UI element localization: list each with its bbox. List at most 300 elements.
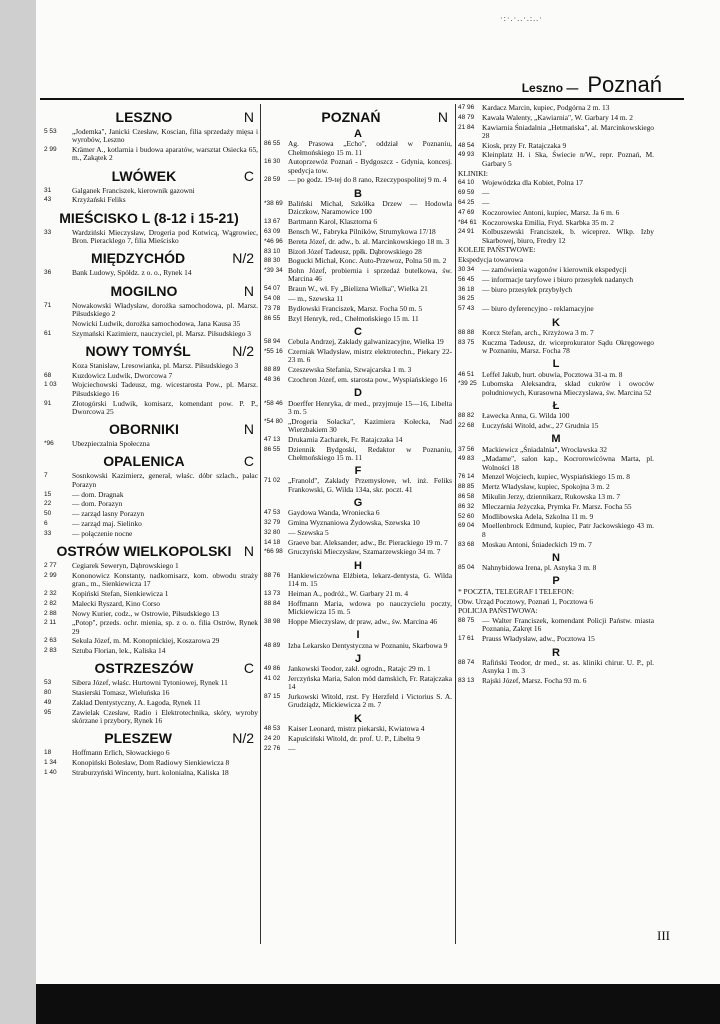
directory-entry [44,637,258,645]
directory-entry [458,228,654,245]
phone-number: 86 55 [264,314,281,322]
entry-text: Cebula Andrzej, Zakłady galwanizacyjne, Wielka 19 [288,337,444,347]
entry-text: Krzyżański Feliks [72,195,126,205]
town-name: LWÓWEK [111,167,177,184]
entry-text: Malecki Ryszard, Kino Corso [72,598,160,608]
phone-number: 43 [44,196,52,204]
phone-number: 2 32 [44,589,57,597]
running-header [522,72,662,98]
directory-entry [264,590,452,598]
entry-text: Ag. Prasowa „Echo", oddział w Poznaniu, Chełmońskiego 15 m. 11 [288,139,452,157]
directory-note: Ekspedycja towarowa [458,255,524,265]
directory-entry [44,440,258,448]
phone-number: 86 55 [264,140,281,148]
entry-text: Wardziński Mieczysław, Drogeria pod Kotwicą, Wągrowiec, Bron. Pieracklego 7, filia Mieścisko [72,227,258,246]
town-category: N/2 [232,730,254,747]
town-category: N [243,282,254,299]
directory-entry [264,745,452,753]
town-name: OPALENICA [103,453,185,470]
phone-number: 83 13 [458,676,475,684]
page-number: III [657,928,670,943]
directory-entry [44,400,258,417]
directory-entry [44,689,258,697]
phone-number: 47 53 [264,509,281,517]
directory-entry [458,422,654,430]
phone-number: *54 80 [264,417,283,425]
directory-entry [264,400,452,417]
directory-entry [264,446,452,463]
entry-text: Bogucki Michał, Konc. Auto-Przewoz, Polna 50 m. 2 [288,256,447,266]
phone-number: 86 32 [458,502,475,510]
phone-number: 52 60 [458,512,475,520]
phone-number: 47 13 [264,435,281,443]
town-heading [44,211,258,226]
letter-heading: Ł [552,399,560,412]
directory-entry [44,302,258,319]
directory-entry [44,269,258,277]
town-category: N [243,543,254,560]
phone-number: 46 51 [458,370,475,378]
entry-text: Nowicki Ludwik, dorożka samochodowa, Jana Kausa 35 [72,318,241,328]
directory-entry [264,529,452,537]
directory-entry [264,257,452,265]
phone-number [44,362,72,370]
entry-text: Kononowicz Konstanty, nadkomisarz, kom. obwodu straży gran., m., Sienkiewicza 17 [72,570,258,589]
directory-entry [264,642,452,650]
entry-text: Doerffer Henryka, dr med., przyjmuje 15—16, Libelta 3 m. 5 [288,398,452,416]
directory-entry [264,348,452,365]
phone-number: 47 96 [458,104,475,111]
letter-heading: K [354,712,362,725]
phone-number: *58 46 [264,399,283,407]
directory-note: * POCZTA, TELEGRAF I TELEFON: [458,586,574,596]
directory-entry [458,513,654,521]
phone-number: 31 [44,186,52,194]
scan-left-margin [0,0,36,1024]
phone-number: 87 15 [264,693,281,701]
entry-text: Moellenbrock Edmund, kupiec, Patr Jackowskiego 43 m. 8 [482,521,654,539]
entry-text: Zakład Dentystyczny, A. Łagoda, Rynek 11 [72,698,201,708]
phone-number: 88 30 [264,257,281,265]
phone-number: 13 67 [264,218,281,226]
letter-heading: J [354,652,362,665]
directory-entry [44,769,258,777]
phone-number: 48 36 [264,375,281,383]
entry-text: Rafiński Teodor, dr med., st. as. kliniki chirur. U. P., pl. Asnyka 1 m. 3 [482,657,654,676]
town-heading [44,422,258,437]
phone-number: 86 58 [458,493,475,501]
entry-text: — informacje taryfowe i biuro przesyłek nadanych [482,274,634,284]
phone-number: 83 10 [264,247,281,255]
directory-entry [458,564,654,572]
directory-entry [458,522,654,539]
entry-text: Nahnybidowa Irena, pl. Asnyka 3 m. 8 [482,563,597,573]
phone-number: 80 [44,689,52,697]
entry-text: Galganek Franciszek, kierownik gazowni [72,185,195,195]
letter-heading: D [354,387,362,400]
directory-entry [44,647,258,655]
letter-heading: H [354,559,362,572]
directory-entry [458,305,654,313]
directory-entry [44,187,258,195]
entry-text [482,295,654,303]
town-heading [44,110,258,125]
directory-entry [44,491,258,499]
town-category: N [437,109,448,125]
phone-number: 88 89 [264,366,281,374]
entry-text: „Jodemka", Janicki Czesław, Koscian, filia sprzedaży mięsa i wyrobów, Leszno [72,127,258,145]
town-heading [44,544,258,559]
entry-text: Nowakowski Władysław, dorożka samochodowa, pl. Marsz. Piłsudskiego 2 [72,300,258,318]
entry-text: Hoffmann Maria, wdowa po nauczycielu poczty, Mickiewicza 15 m. 5 [288,598,452,617]
town-heading [44,169,258,184]
entry-text: Sekula Józef, m. M. Konopnickiej, Koszarowa 29 [72,636,220,646]
phone-number: 95 [44,708,52,716]
entry-text: Kawiarnia Śniadalnia „Hetmańska", al. Marcinkowskiego 28 [482,122,654,140]
phone-number: 58 94 [264,338,281,346]
entry-text: Bank Ludowy, Spółdz. z o. o., Rynek 14 [72,268,192,278]
directory-entry [44,500,258,508]
entry-text: Baliński Michał, Szkółka Drzew — Hodowla Dziczkow, Naramowice 100 [288,199,452,217]
phone-number: 36 [44,269,52,277]
phone-number: 49 83 [458,455,475,463]
entry-text: Rajski Józef, Marsz. Focha 93 m. 6 [482,675,587,685]
header-rule [40,98,684,100]
directory-entry [264,735,452,743]
directory-entry [44,679,258,687]
phone-number: 71 [44,301,52,309]
phone-number: 49 93 [458,151,475,159]
entry-text: Dziennik Bydgoski, Redaktor w Poznaniu, Chełmońskiego 15 m. 11 [288,444,452,462]
town-name: MIĘDZYCHÓD [91,250,186,267]
letter-heading: R [552,646,560,659]
directory-entry [264,267,452,284]
entry-text: Kuzdowicz Ludwik, Dworcowa 7 [72,370,173,380]
directory-entry [264,218,452,226]
entry-text: — zamówienia wagonów i kierownik ekspedycji [482,265,627,275]
directory-entry [458,276,654,284]
entry-text: — [482,197,490,207]
phone-number: 1 03 [44,381,57,389]
town-category: N/2 [232,250,254,267]
entry-text: Sibera Józef, właśc. Hurtowni Tytoniowej, Rynek 11 [72,678,228,688]
town-name: OBORNIKI [108,421,179,438]
directory-entry [264,376,452,384]
directory-entry [458,412,654,420]
letter-heading: P [552,575,560,588]
entry-text: Izba Lekarsko Dentystyczna w Poznaniu, Skarbowa 9 [288,640,448,650]
entry-text: Lubomska Aleksandra, skład cukrów i owoców południowych, Kurasowna Mieczysława, św. Marcina 52 [482,379,654,397]
directory-entry [264,519,452,527]
phone-number: 88 82 [458,412,475,420]
entry-text: Ubezpieczalnia Społeczna [72,439,150,449]
entry-text: „Potop", przeds. ochr. mienia, sp. z o. o. filia Ostrów, Rynek 29 [72,618,258,636]
entry-text: — [288,743,296,753]
phone-number: 85 04 [458,564,475,572]
directory-entry [458,151,654,168]
phone-number: 2 99 [44,146,57,154]
entry-text: Jankowski Teodor, zakł. ogrodn., Ratajc 29 m. 1 [288,664,431,674]
phone-number: 5 53 [44,128,57,135]
entry-text: Gaydowa Wanda, Wroniecka 6 [288,508,380,518]
entry-text: — m., Szewska 11 [288,294,344,304]
phone-number: 88 75 [458,617,475,625]
letter-heading: N [552,551,560,564]
phone-number: 6 [44,519,48,527]
phone-number: 21 84 [458,123,475,131]
entry-text: Gruczyński Mieczysław, Szamarzewskiego 34 m. 7 [288,547,441,557]
phone-number: 2 63 [44,637,57,645]
phone-number: 24 20 [264,734,281,742]
phone-number: *38 69 [264,200,283,208]
directory-entry [264,725,452,733]
phone-number: 73 78 [264,304,281,312]
directory-entry [44,572,258,589]
directory-entry [458,446,654,454]
directory-entry [44,362,258,370]
directory-entry [264,200,452,217]
phone-number: *39 34 [264,267,283,275]
entry-text: Hoffmann Erlich, Słowackiego 6 [72,748,170,758]
column-left [44,104,258,954]
phone-number: 22 [44,500,52,508]
town-category: C [243,660,254,677]
phone-number: 2 83 [44,647,57,655]
entry-text: Kaiser Leonard, mistrz piekarski, Kwiatowa 4 [288,724,425,734]
entry-text: Graeve bar. Aleksander, adw., Br. Pierackiego 19 m. 7 [288,537,448,547]
phone-number: 2 77 [44,562,57,570]
directory-entry [44,699,258,707]
scan-noise: ·:·.·..·.:..· [500,14,543,23]
directory-entry [44,229,258,246]
directory-note: POLICJA PAŃSTWOWA: [458,606,538,616]
directory-entry [44,330,258,338]
letter-heading: C [354,325,362,338]
letter-heading: M [551,433,561,446]
entry-text: Sztuba Florian, lek., Kaliska 14 [72,646,166,656]
phone-number: 86 55 [264,445,281,453]
entry-text: Wojewódzka dla Kobiet, Polna 17 [482,178,584,188]
phone-number: 50 [44,510,52,518]
directory-entry [44,320,258,328]
town-name: POZNAŃ [321,109,381,125]
directory-entry [44,610,258,618]
directory-entry [264,477,452,494]
directory-note: KLINIKI: [458,168,488,178]
directory-entry [264,248,452,256]
town-category: N [243,109,254,125]
entry-text: Gmina Wyznaniowa Żydowska, Szewska 10 [288,518,420,528]
phone-number: 16 30 [264,158,281,166]
entry-text: Zawielak Czesław, Radio i Elektrotechnika, skóry, wyroby skórzane i przybory, Rynek 16 [72,707,258,726]
entry-text: — [482,188,490,198]
town-name: MOGILNO [110,282,178,299]
entry-text: Mertz Władysław, kupiec, Spokojna 3 m. 2 [482,482,610,492]
directory-entry [458,142,654,150]
entry-text: Modlibowska Adela, Szkolna 11 m. 9 [482,511,594,521]
entry-text: Kapuściński Witold, dr. prof. U. P., Libelta 9 [288,733,420,743]
town-category: N/2 [232,342,254,359]
phone-number: *55 16 [264,348,283,356]
directory-entry [264,238,452,246]
phone-number: 47 69 [458,208,475,216]
scan-bottom-edge [36,984,720,1024]
phone-number [44,320,72,328]
directory-entry [264,228,452,236]
entry-text: „Madame", salon kap., Kocrorowicówna Marta, pl. Wolności 18 [482,454,654,472]
entry-text: — Szewska 5 [288,527,329,537]
phone-number: 83 68 [458,540,475,548]
town-heading [44,661,258,676]
phone-number: 18 [44,749,52,757]
directory-entry [458,503,654,511]
entry-text: Bohn Józef, probiernia i sprzedaż butelkowa, św. Marcina 46 [288,266,452,284]
entry-text: — połączenie nocne [72,528,133,538]
entry-text: Krämer A., kotlarnia i budowa aparatów, warsztat Osiecka 65, m., Zakątek 2 [72,145,258,163]
phone-number: 41 02 [264,675,281,683]
phone-number: 53 [44,679,52,687]
town-heading [264,110,452,125]
directory-entry [264,176,452,184]
phone-number: 1 40 [44,769,57,777]
phone-number: 61 [44,329,52,337]
directory-entry [44,128,258,145]
phone-number: 37 56 [458,445,475,453]
entry-text: — po godz. 19-tej do 8 rano, Rzeczypospolitej 9 m. 4 [288,175,447,185]
phone-number: 1 34 [44,759,57,767]
running-header-section: Leszno — [521,81,579,95]
directory-entry [264,418,452,435]
entry-text: Konopiński Bolesław, Dom Radiowy Sienkiewicza 8 [72,758,230,768]
entry-text: — biuro przesyłek przybyłych [482,284,573,294]
directory-entry [458,473,654,481]
directory-entry [458,677,654,685]
entry-text: Bartmann Karol, Klasztorna 6 [288,217,378,227]
directory-entry [458,295,654,303]
entry-text: — dom. Porazyn [72,499,123,509]
letter-heading: L [552,358,560,371]
entry-text: Jerczyńska Maria, Salon mód damskich, Fr. Ratajczaka 14 [288,674,452,692]
directory-entry [264,140,452,157]
phone-number: 17 61 [458,635,475,643]
directory-entry [264,338,452,346]
phone-number: 49 86 [264,665,281,673]
phone-number: *84 61 [458,218,477,226]
town-name: OSTRÓW WIELKOPOLSKI [56,543,232,560]
entry-text: Bydłowski Franciszek, Marsz. Focha 50 m. 5 [288,303,423,313]
phone-number: *39 25 [458,380,477,388]
entry-text: Koczorowska Emilia, Fryd. Skarbka 35 m. 2 [482,217,614,227]
directory-entry [264,548,452,556]
entry-text: — zarząd maj. Sielinko [72,518,142,528]
entry-text: Kawała Walenty, „Kawiarnia", W. Garbary 14 m. 2 [482,112,634,122]
entry-text: Sosnkowski Kazimierz, generał, właśc. dóbr szlach., pałac Porazyn [72,471,258,489]
phone-number: 22 76 [264,744,281,752]
entry-text: Czochron Józef, em. starosta pow., Wyspiańskiego 16 [288,374,448,384]
entry-text: Mackiewicz „Śniadalnia", Wrocławska 32 [482,444,607,454]
directory-entry [44,510,258,518]
town-heading [44,731,258,746]
entry-text: Czeszewska Stefania, Szwajcarska 1 m. 3 [288,365,412,375]
phone-number: 36 18 [458,285,475,293]
entry-text: „Drogeria Sołacka", Kazimiera Kołecka, Nad Wierzbakiem 30 [288,416,452,434]
entry-text: — Walter Franciszek, komendant Policji Państw. miasta Poznania, Zakręt 16 [482,616,654,634]
directory-entry [264,675,452,692]
entry-text: Straburzyński Wincenty, hurt. kolonialna, Kaliska 18 [72,768,229,778]
phone-number: 83 75 [458,338,475,346]
entry-text: Koczorowiec Antoni, kupiec, Marsz. Ja 6 m. 6 [482,207,620,217]
directory-entry [458,286,654,294]
phone-number: 88 85 [458,483,475,491]
phone-number: 33 [44,228,52,236]
phone-number: 2 99 [44,571,57,579]
phone-number: 32 80 [264,528,281,536]
column-divider [455,104,456,944]
entry-text: Nowy Kurier, codz., w Ostrowie, Piłsudskiego 13 [72,608,220,618]
phone-number: 69 04 [458,522,475,530]
entry-text: Braun W., wł. Fy „Bielizna Wielka", Wielka 21 [288,284,428,294]
entry-text: Bzyl Henryk, red., Chełmońskiego 15 m. 11 [288,313,419,323]
phone-number: 36 25 [458,295,475,303]
directory-entry [264,509,452,517]
directory-entry [264,305,452,313]
entry-text: Menzel Wojciech, kupiec, Wyspiańskiego 15 m. 8 [482,472,630,482]
town-heading [44,454,258,469]
directory-entry [458,124,654,141]
entry-text: Leffel Jakub, hurt. obuwia, Pocztowa 31-a m. 8 [482,369,623,379]
directory-entry [44,146,258,163]
entry-text: Autoprzewóz Poznań - Bydgoszcz - Gdynia, koncesj. spedycja tow. [288,157,452,175]
directory-entry [44,590,258,598]
directory-entry [264,693,452,710]
town-name: OSTRZESZÓW [94,660,194,677]
directory-entry [458,266,654,274]
directory-entry [458,635,654,643]
directory-entry [44,381,258,398]
entry-text: Kolbuszewski Franciszek, b. wiceprez. Wlkp. Izby Skarbowej, biuro, Fredry 12 [482,227,654,245]
directory-entry [458,339,654,356]
column-middle [264,104,452,954]
directory-entry [44,749,258,757]
town-heading [44,284,258,299]
directory-entry [44,709,258,726]
directory-entry [458,380,654,397]
entry-text: Mleczarnia Jeżyczka, Prymka Fr. Marsz. Focha 55 [482,501,632,511]
directory-entry [458,329,654,337]
phone-number: 2 88 [44,609,57,617]
directory-entry [458,179,654,187]
phone-number: 56 45 [458,275,475,283]
phone-number: 63 09 [264,227,281,235]
directory-entry [458,199,654,207]
directory-entry [458,493,654,501]
entry-text: Heiman A., podróż., W. Garbary 21 m. 4 [288,589,409,599]
phone-number: 30 34 [458,266,475,274]
directory-entry [44,600,258,608]
entry-text: „Franold", Zakłady Przemysłowe, wł. inż. Feliks Frankowski, G. Wilda 134a, skr. poczt. 41 [288,476,452,494]
phone-number: 24 91 [458,228,475,236]
directory-entry [44,759,258,767]
entry-text: Moskau Antoni, Śniadeckich 19 m. 7 [482,539,592,549]
directory-entry [264,366,452,374]
letter-heading: K [552,316,560,329]
phone-number: 33 [44,529,52,537]
directory-entry [44,562,258,570]
entry-text: Wojciechowski Tadeusz, mg. wicestarosta Pow., pl. Marsz. Piłsudskiego 16 [72,380,258,398]
column-right [458,104,654,954]
entry-text: Bizoń Józef Tadeusz, ppłk. Dąbrowskiego 28 [288,246,422,256]
entry-text: Szymański Kazimierz, nauczyciel, pl. Marsz. Piłsudskiego 3 [72,328,251,338]
